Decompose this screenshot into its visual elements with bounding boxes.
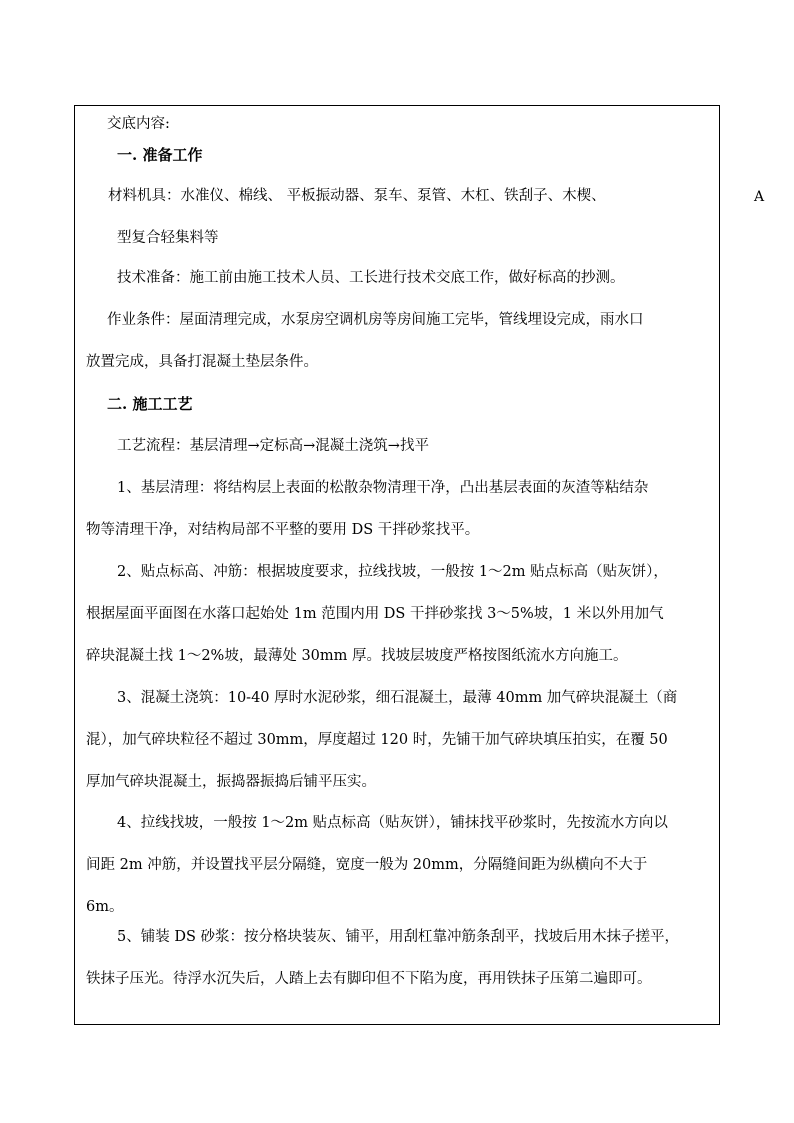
paragraph1-line-2: 物等清理干净，对结构局部不平整的要用 DS 干拌砂浆找平。	[86, 522, 480, 538]
materials-line-2: 型复合轻集料等	[117, 230, 219, 246]
paragraph3-line-1: 3、混凝土浇筑：10-40 厚时水泥砂浆，细石混凝土，最薄 40mm 加气碎块混凝土（商	[117, 690, 678, 706]
paragraph5-line-1: 5、铺装 DS 砂浆：按分格块装灰、铺平，用刮杠靠冲筋条刮平，找坡后用木抹子搓平，	[117, 929, 679, 945]
paragraph4-line-2: 间距 2m 冲筋，并设置找平层分隔缝，宽度一般为 20mm，分隔缝间距为纵横向不大于	[86, 857, 648, 873]
section1-heading: 一. 准备工作	[117, 146, 203, 164]
paragraph4-line-3: 6m。	[86, 899, 124, 915]
paragraph2-line-2: 根据屋面平面图在水落口起始处 1m 范围内用 DS 干拌砂浆找 3～5%坡，1 米以外用加气	[86, 606, 664, 622]
section2-heading: 二. 施工工艺	[107, 395, 193, 413]
tech-prep-line: 技术准备：施工前由施工技术人员、工长进行技术交底工作，做好标高的抄测。	[117, 270, 625, 286]
work-conditions-line-2: 放置完成，具备打混凝土垫层条件。	[86, 354, 318, 370]
paragraph3-line-3: 厚加气碎块混凝土，振捣器振捣后铺平压实。	[86, 774, 376, 790]
paragraph2-line-3: 碎块混凝土找 1～2%坡，最薄处 30mm 厚。找坡层坡度严格按图纸流水方向施工。	[86, 648, 628, 664]
paragraph5-line-2: 铁抹子压光。待浮水沉失后，人踏上去有脚印但不下陷为度，再用铁抹子压第二遍即可。	[86, 971, 652, 987]
process-flow-line: 工艺流程：基层清理→定标高→混凝土浇筑→找平	[117, 438, 429, 454]
paragraph4-line-1: 4、拉线找坡，一般按 1～2m 贴点标高（贴灰饼），铺抹找平砂浆时，先按流水方向以	[117, 815, 668, 831]
paragraph1-line-1: 1、基层清理：将结构层上表面的松散杂物清理干净，凸出基层表面的灰渣等粘结杂	[117, 480, 649, 496]
materials-line-1: 材料机具：水准仪、棉线、 平板振动器、泵车、泵管、木杠、铁刮子、木楔、	[108, 188, 606, 204]
work-conditions-line-1: 作业条件：屋面清理完成，水泵房空调机房等房间施工完毕，管线埋设完成，雨水口	[107, 312, 644, 328]
paragraph3-line-2: 混），加气碎块粒径不超过 30mm，厚度超过 120 时，先铺干加气碎块填压拍实，在覆 50	[86, 732, 668, 748]
paragraph2-line-1: 2、贴点标高、冲筋：根据坡度要求，拉线找坡，一般按 1～2m 贴点标高（贴灰饼），	[117, 564, 668, 580]
section-label: 交底内容:	[107, 116, 170, 132]
side-mark: A	[754, 189, 765, 205]
